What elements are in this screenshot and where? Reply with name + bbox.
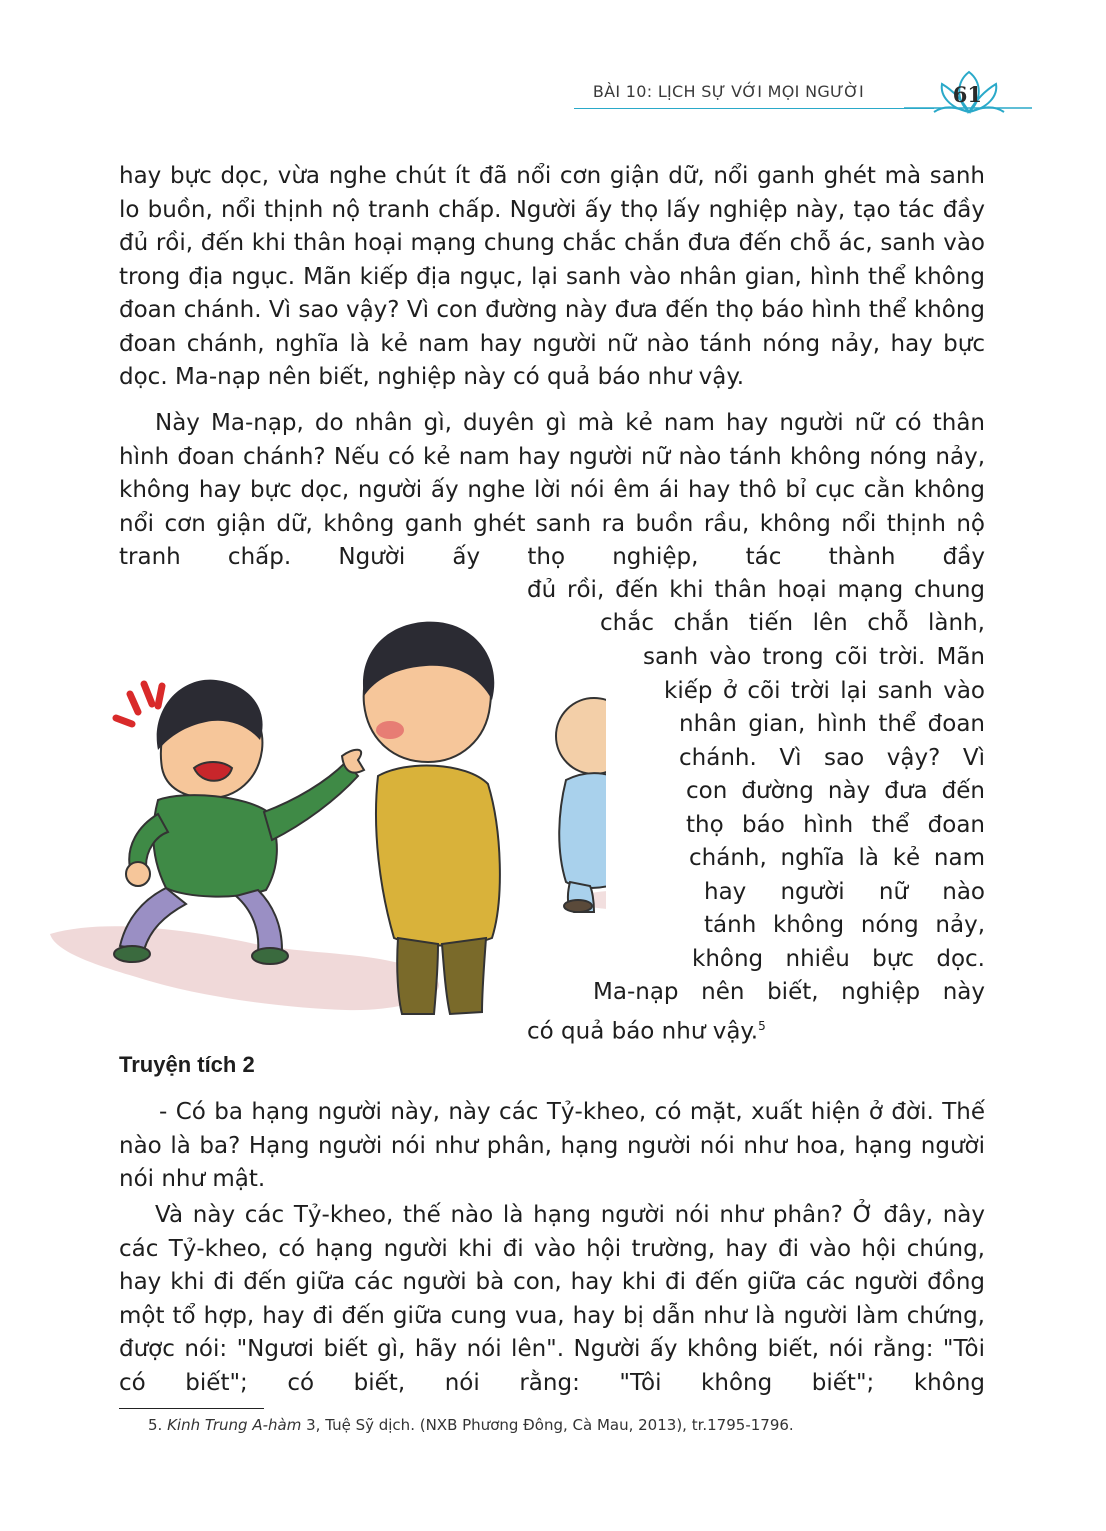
wrap-line: con đường này đưa đến — [686, 778, 985, 804]
paragraph-3: - Có ba hạng người này, này các Tỷ-kheo, có mặt, xuất hiện ở đời. Thế nào là ba? Hạng người nói như phân, hạng người nói như hoa, hạng người nói như mật. — [119, 1099, 985, 1192]
children-illustration — [46, 600, 606, 1020]
little-monk — [556, 698, 606, 912]
footnote-number: 5. — [148, 1416, 163, 1434]
wrap-line: chắc chắn tiến lên chỗ lành, — [600, 610, 985, 636]
sad-boy — [363, 622, 500, 1014]
chapter-title: BÀI 10: LỊCH SỰ VỚI MỌI NGƯỜI — [592, 82, 864, 101]
paragraph-2-full-lines: Này Ma-nạp, do nhân gì, duyên gì mà kẻ nam hay người nữ có thân hình đoan chánh? Nếu có kẻ nam hay người nữ nào tánh không nóng nảy, không hay bực dọc, người ấy nghe lời nói êm ái hay thô bỉ cục cằn không nổi cơn giận dữ, không ganh ghét sanh ra buồn rầu, không nổi thịnh nộ tranh chấp. Người ấy thọ nghiệp, tác thành đầy — [119, 410, 985, 570]
section-heading: Truyện tích 2 — [119, 1052, 255, 1077]
wrap-line: không nhiều bực dọc. — [692, 946, 985, 972]
paragraph-1: hay bực dọc, vừa nghe chút ít đã nổi cơn giận dữ, nổi ganh ghét mà sanh lo buồn, nổi thịnh nộ tranh chấp. Người ấy thọ lấy nghiệp này, tạo tác đầy đủ rồi, đến khi thân hoại mạng chung chắc chắn đưa đến chỗ ác, sanh vào trong địa ngục. Mãn kiếp địa ngục, lại sanh vào nhân gian, hình thể không đoan chánh. Vì sao vậy? Vì con đường này đưa đến thọ báo hình thể không đoan chánh, nghĩa là kẻ nam hay người nữ nào tánh nóng nảy, hay bực dọc. Ma-nạp nên biết, nghiệp này có quả báo như vậy. — [119, 163, 985, 390]
header-rule — [574, 108, 934, 109]
wrap-line: sanh vào trong cõi trời. Mãn — [643, 644, 985, 670]
wrap-line: chánh. Vì sao vậy? Vì — [679, 745, 985, 771]
angry-boy — [114, 680, 364, 964]
page-number: 61 — [952, 82, 982, 107]
footnote-ref: 5 — [758, 1019, 766, 1033]
page-header — [514, 68, 1034, 120]
wrap-line: kiếp ở cõi trời lại sanh vào — [664, 678, 985, 704]
wrap-line: tánh không nóng nảy, — [704, 912, 985, 938]
wrap-line-text: có quả báo như vậy. — [527, 1018, 759, 1045]
footnote — [148, 1416, 794, 1434]
wrap-line: Ma-nạp nên biết, nghiệp này — [593, 979, 985, 1005]
wrap-line: hay người nữ nào — [704, 879, 985, 905]
wrap-line: nhân gian, hình thể đoan — [679, 711, 985, 737]
footnote-book-title: Kinh Trung A-hàm — [167, 1416, 302, 1434]
wrap-line: thọ báo hình thể đoan — [686, 812, 985, 838]
footnote-rule — [119, 1408, 264, 1409]
paragraph-4: Và này các Tỷ-kheo, thế nào là hạng người nói như phân? Ở đây, này các Tỷ-kheo, có hạng người khi đi vào hội trường, hay đi vào hội chúng, hay khi đi đến giữa các người bà con, hay khi đi đến giữa các người đồng một tổ hợp, hay đi đến giữa cung vua, hay bị dẫn như là người làm chứng, được nói: "Ngươi biết gì, hãy nói lên". Người ấy không biết, nói rằng: "Tôi có biết"; có biết, nói rằng: "Tôi không biết"; không — [119, 1202, 985, 1396]
footnote-text: 3, Tuệ Sỹ dịch. (NXB Phương Đông, Cà Mau, 2013), tr.1795-1796. — [301, 1416, 794, 1434]
wrap-line: đủ rồi, đến khi thân hoại mạng chung — [527, 577, 985, 603]
wrap-line: chánh, nghĩa là kẻ nam — [689, 845, 985, 871]
